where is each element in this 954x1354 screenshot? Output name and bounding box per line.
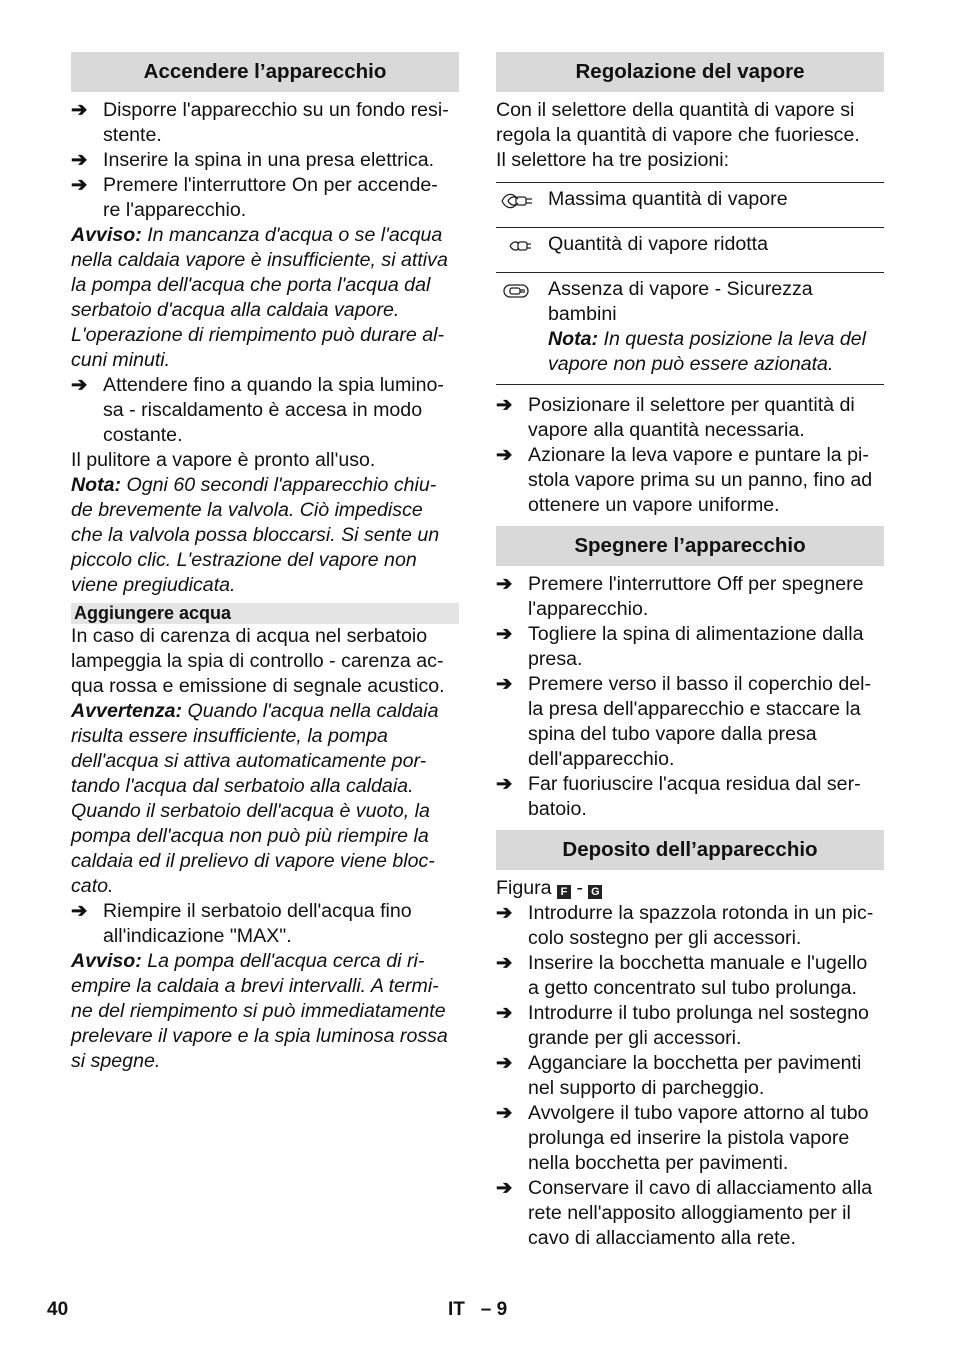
list-item: ➔ Riempire il serbatoio dell'acqua fino all'indicazione "MAX". (71, 900, 412, 947)
figure-reference: Figura F - G (496, 876, 884, 901)
list-item: ➔ Avvolgere il tubo vapore attorno al tubo prolunga ed inserire la pistola vapore nella bocchetta per pavimenti. (496, 1102, 869, 1174)
list-item: ➔ Premere verso il basso il coperchio del- la presa dell'apparecchio e staccare la spina del tubo vapore dalla presa dell'apparecchio. (496, 673, 872, 770)
avvertenza-note: Avvertenza: Quando l'acqua nella caldaia risulta essere insufficiente, la pompa dell'acqua si attiva automaticamente por- tando l'acqua dal serbatoio alla caldaia. Quando il serbatoio dell'acqua è vuoto, la pompa dell'acqua non può più riempire la caldaia ed il prelievo di vapore viene bloc- cato. (71, 700, 439, 897)
ready-text: Il pulitore a vapore è pronto all'uso. (71, 449, 376, 471)
list-item: ➔ Premere l'interruttore On per accende- re l'apparecchio. (71, 174, 438, 221)
list-item: ➔ Conservare il cavo di allacciamento alla rete nell'apposito alloggiamento per il cavo di allacciamento alla rete. (496, 1177, 873, 1249)
arrow-icon: ➔ (71, 174, 88, 196)
list-item: ➔ Azionare la leva vapore e puntare la pi- stola vapore prima su un panno, fino ad ottenere un vapore uniforme. (496, 444, 873, 516)
paragraph: In caso di carenza di acqua nel serbatoio lampeggia la spia di controllo - carenza ac- qua rossa e emissione di segnale acustico. (71, 625, 445, 697)
section-heading-accendere: Accendere l’apparecchio (71, 52, 459, 92)
max-steam-icon (498, 189, 536, 213)
avviso-note: Avviso: La pompa dell'acqua cerca di ri- empire la caldaia a brevi intervalli. A termi- ne del riempimento si può immediatamente prelevare il vapore e la spia luminosa rossa si spegne. (71, 950, 448, 1072)
language-page-label: IT – 9 (448, 1299, 508, 1320)
arrow-icon: ➔ (496, 394, 513, 416)
table-row: Assenza di vapore - Sicurezza bambini Nota: In questa posizione la leva del vapore non può essere azionata. (496, 273, 884, 385)
paragraph: Con il selettore della quantità di vapore si regola la quantità di vapore che fuoriesce. Il selettore ha tre posizioni: (496, 99, 860, 171)
arrow-icon: ➔ (496, 952, 513, 974)
list-item: ➔ Far fuoriuscire l'acqua residua dal ser- batoio. (496, 773, 861, 820)
nota-note: Nota: Ogni 60 secondi l'apparecchio chiu- de brevemente la valvola. Ciò impedisce che la valvola possa bloccarsi. Si sente un piccolo clic. L'estrazione del vapore non viene pregiudicata. (71, 474, 440, 596)
list-item: ➔ Inserire la bocchetta manuale e l'ugello a getto concentrato sul tubo prolunga. (496, 952, 868, 999)
avviso-note: Avviso: In mancanza d'acqua o se l'acqua nella caldaia vapore è insufficiente, si attiva la pompa dell'acqua che porta l'acqua dal serbatoio d'acqua alla caldaia vapore. L'operazione di riempimento può durare al- cuni minuti. (71, 224, 448, 371)
list-item: ➔ Introdurre il tubo prolunga nel sostegno grande per gli accessori. (496, 1002, 869, 1049)
arrow-icon: ➔ (496, 1002, 513, 1024)
arrow-icon: ➔ (496, 1177, 513, 1199)
table-row: Quantità di vapore ridotta (496, 228, 884, 273)
arrow-icon: ➔ (71, 374, 88, 396)
arrow-icon: ➔ (71, 149, 88, 171)
arrow-icon: ➔ (71, 900, 88, 922)
subheading-aggiungere-acqua: Aggiungere acqua (71, 603, 459, 624)
arrow-icon: ➔ (496, 1052, 513, 1074)
selector-positions-table (496, 182, 884, 385)
arrow-icon: ➔ (496, 444, 513, 466)
arrow-icon: ➔ (496, 902, 513, 924)
list-item: ➔ Disporre l'apparecchio su un fondo resi- stente. (71, 99, 449, 146)
section-heading-deposito: Deposito dell’apparecchio (496, 830, 884, 870)
list-item: ➔ Premere l'interruttore Off per spegnere l'apparecchio. (496, 573, 864, 620)
arrow-icon: ➔ (71, 99, 88, 121)
reduced-steam-icon (498, 234, 536, 258)
list-item: ➔ Attendere fino a quando la spia lumino- sa - riscaldamento è accesa in modo costante. (71, 374, 444, 446)
section-heading-regolazione: Regolazione del vapore (496, 52, 884, 92)
page-number: 40 (47, 1299, 69, 1320)
arrow-icon: ➔ (496, 773, 513, 795)
figure-f-badge: F (557, 885, 571, 899)
table-row: Massima quantità di vapore (496, 183, 884, 228)
figure-g-badge: G (588, 885, 602, 899)
left-column (71, 52, 459, 1074)
arrow-icon: ➔ (496, 1102, 513, 1124)
list-item: ➔ Introdurre la spazzola rotonda in un pic- colo sostegno per gli accessori. (496, 902, 874, 949)
child-lock-icon (498, 279, 536, 303)
list-item: ➔ Posizionare il selettore per quantità di vapore alla quantità necessaria. (496, 394, 855, 441)
arrow-icon: ➔ (496, 573, 513, 595)
list-item: ➔ Inserire la spina in una presa elettrica. (71, 149, 435, 171)
arrow-icon: ➔ (496, 623, 513, 645)
list-item: ➔ Agganciare la bocchetta per pavimenti nel supporto di parcheggio. (496, 1052, 862, 1099)
section-heading-spegnere: Spegnere l’apparecchio (496, 526, 884, 566)
list-item: ➔ Togliere la spina di alimentazione dalla presa. (496, 623, 864, 670)
right-column (496, 52, 884, 1251)
arrow-icon: ➔ (496, 673, 513, 695)
